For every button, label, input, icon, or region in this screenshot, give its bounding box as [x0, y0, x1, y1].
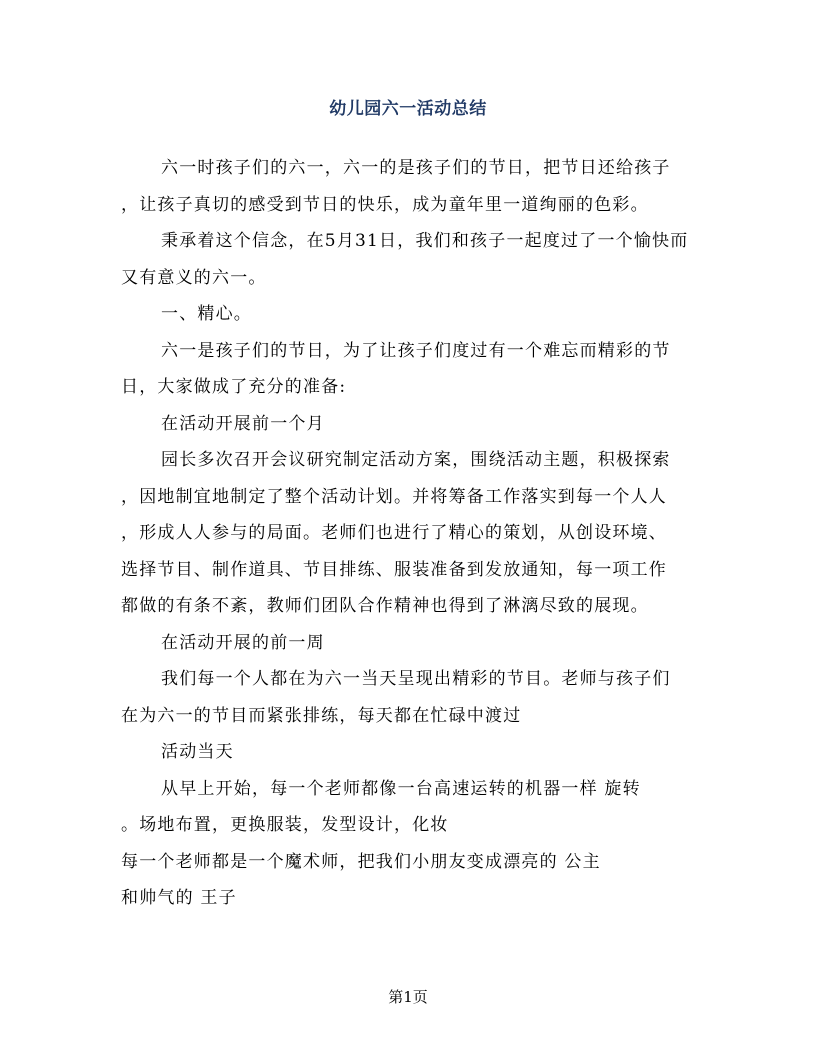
document-body — [121, 150, 697, 917]
subheading: 活动当天 — [161, 742, 234, 762]
paragraph-line: 都做的有条不紊，教师们团队合作精神也得到了淋漓尽致的展现。 — [121, 596, 649, 616]
paragraph-line: 秉承着这个信念，在5月31日，我们和孩子一起度过了一个愉快而 — [161, 231, 689, 251]
subheading: 在活动开展的前一周 — [161, 632, 325, 653]
paragraph-line: 从早上开始，每一个老师都像一台高速运转的机器一样 旋转 — [161, 778, 641, 799]
paragraph-line: 日，大家做成了充分的准备: — [121, 377, 347, 397]
paragraph-line: 。场地布置，更换服装，发型设计，化妆 — [121, 815, 449, 835]
paragraph-line: ，因地制宜地制定了整个活动计划。并将筹备工作落实到每一个人人 — [121, 486, 667, 507]
paragraph-line: 我们每一个人都在为六一当天呈现出精彩的节目。老师与孩子们 — [161, 669, 671, 689]
paragraph-line: 园长多次召开会议研究制定活动方案，围绕活动主题，积极探索 — [161, 450, 671, 470]
paragraph-line: 每一个老师都是一个魔术师，把我们小朋友变成漂亮的 公主 — [121, 851, 601, 872]
subheading: 在活动开展前一个月 — [161, 413, 325, 434]
paragraph-line: 又有意义的六一。 — [121, 267, 267, 288]
paragraph-line: 选择节目、制作道具、节目排练、服装准备到发放通知，每一项工作 — [121, 559, 667, 580]
paragraph-line: ，让孩子真切的感受到节日的快乐，成为童年里一道绚丽的色彩。 — [121, 194, 649, 215]
section-heading: 一、精心。 — [161, 304, 252, 324]
paragraph-line: 和帅气的 王子 — [121, 888, 237, 908]
paragraph-line: 在为六一的节目而紧张排练，每天都在忙碌中渡过 — [121, 705, 522, 726]
document-title: 幼儿园六一活动总结 — [329, 99, 487, 119]
paragraph-line: ，形成人人参与的局面。老师们也进行了精心的策划，从创设环境、 — [121, 523, 667, 543]
paragraph-line: 六一是孩子们的节日，为了让孩子们度过有一个难忘而精彩的节 — [161, 340, 671, 361]
page-number: 第1页 — [388, 988, 428, 1006]
paragraph-line: 六一时孩子们的六一，六一的是孩子们的节日，把节日还给孩子 — [161, 158, 671, 178]
